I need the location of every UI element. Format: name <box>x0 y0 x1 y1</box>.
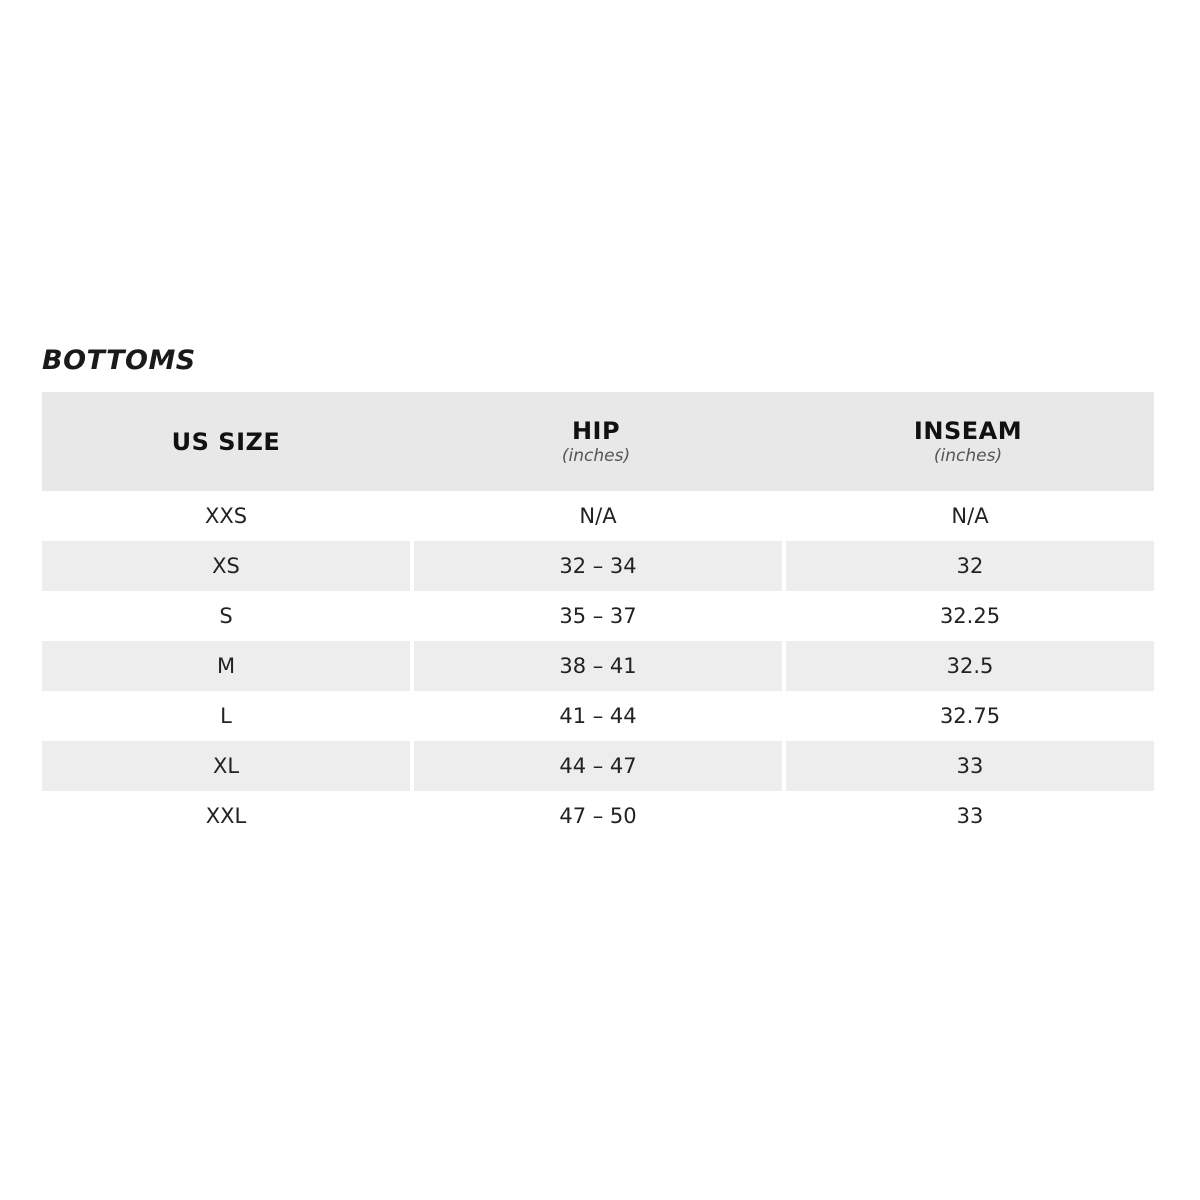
header-us-size <box>42 392 410 491</box>
inseam-cell: 33 <box>956 804 984 828</box>
header-inseam <box>782 392 1154 491</box>
size-cell: M <box>42 641 410 691</box>
hip-cell: 41 – 44 <box>559 704 637 728</box>
hip-cell: N/A <box>579 504 617 528</box>
size-cell: XS <box>42 541 410 591</box>
table-row <box>42 641 1154 691</box>
header-inseam-unit: (inches) <box>933 445 1003 466</box>
header-us-size-label: US SIZE <box>171 427 281 456</box>
inseam-cell: 32.5 <box>782 641 1154 691</box>
header-hip-label: HIP <box>571 416 621 445</box>
table-header-row <box>42 392 1154 491</box>
table-row <box>42 491 1154 541</box>
table-row <box>42 741 1154 791</box>
header-hip-unit: (inches) <box>561 445 631 466</box>
hip-cell: 38 – 41 <box>410 641 782 691</box>
hip-cell: 44 – 47 <box>410 741 782 791</box>
hip-cell: 47 – 50 <box>559 804 637 828</box>
size-cell: XXL <box>205 804 247 828</box>
inseam-cell: 33 <box>782 741 1154 791</box>
inseam-cell: 32.25 <box>939 604 1001 628</box>
hip-cell: 32 – 34 <box>410 541 782 591</box>
size-chart-table <box>42 392 1154 841</box>
inseam-cell: N/A <box>951 504 989 528</box>
table-row <box>42 541 1154 591</box>
header-inseam-label: INSEAM <box>913 416 1023 445</box>
table-row <box>42 691 1154 741</box>
header-hip <box>410 392 782 491</box>
inseam-cell: 32.75 <box>939 704 1001 728</box>
table-row <box>42 591 1154 641</box>
inseam-cell: 32 <box>782 541 1154 591</box>
size-chart-title: BOTTOMS <box>42 345 196 376</box>
size-cell: XL <box>42 741 410 791</box>
hip-cell: 35 – 37 <box>559 604 637 628</box>
table-row <box>42 791 1154 841</box>
size-cell: L <box>220 704 232 728</box>
size-cell: XXS <box>204 504 248 528</box>
size-cell: S <box>219 604 233 628</box>
